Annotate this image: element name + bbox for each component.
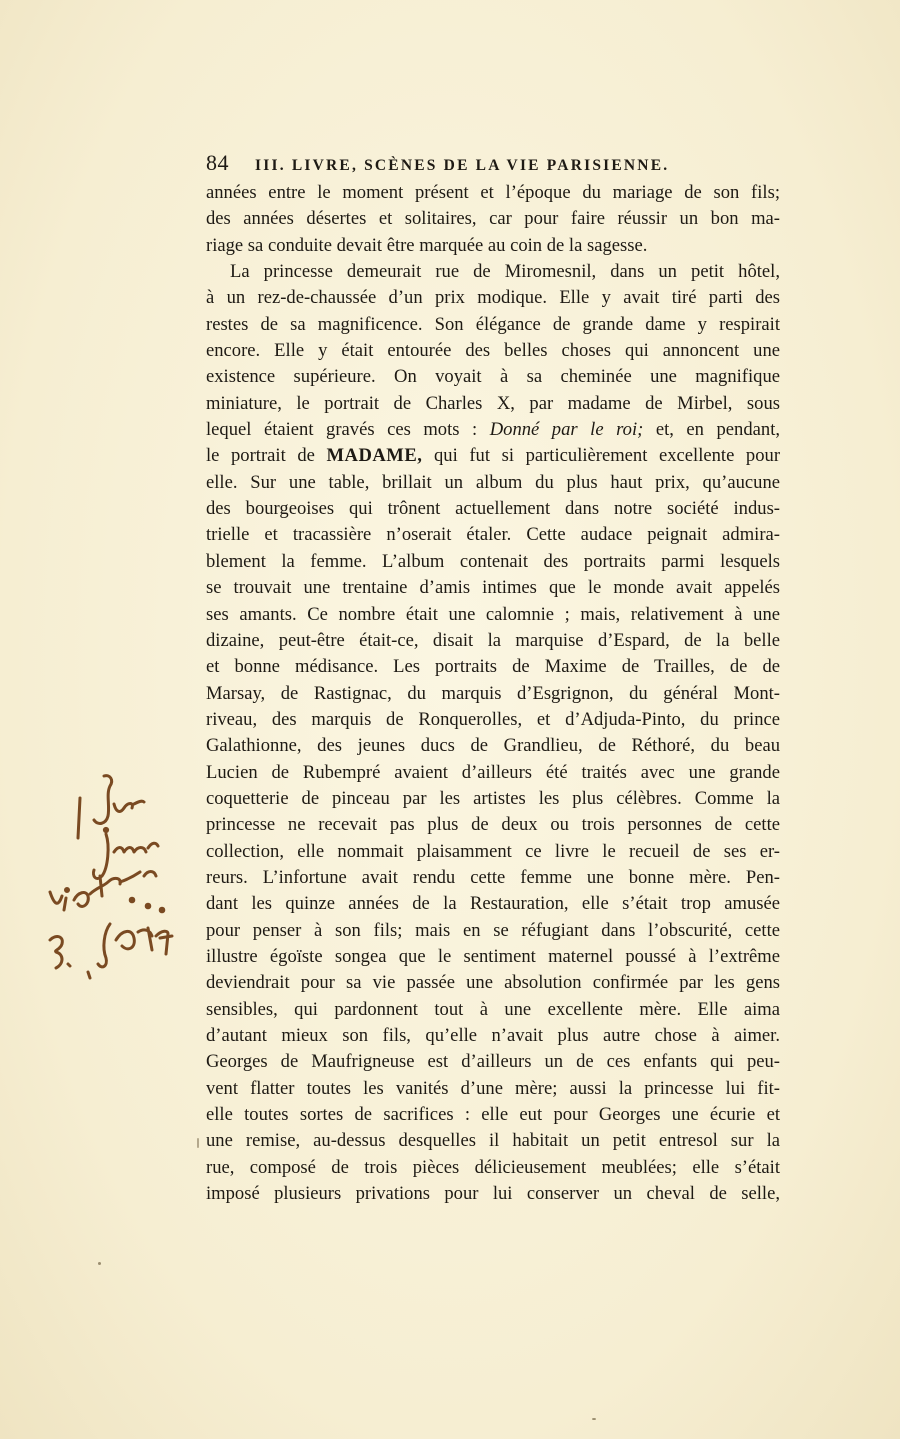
text-line: illustre égoïste songea que le sentiment maternel poussé à l’extrême: [206, 945, 780, 967]
text-line: blement la femme. L’album contenait des portraits parmi lesquels: [206, 550, 780, 572]
text-segment: lequel étaient gravés ces mots :: [206, 419, 478, 441]
text-line: des bourgeoises qui trônent actuellement dans notre société indus-: [206, 498, 780, 520]
text-line: et bonne médisance. Les portraits de Maxime de Trailles, de de: [206, 656, 780, 678]
text-line: Lucien de Rubempré avaient d’ailleurs été traités avec une grande: [206, 761, 780, 783]
paper-speck: [197, 1138, 199, 1148]
text-line: ses amants. Ce nombre était une calomnie ; mais, relativement à une: [206, 603, 780, 625]
text-line: existence supérieure. On voyait à sa cheminée une magnifique: [206, 366, 780, 388]
text-line: deviendrait pour sa vie passée une absolution confirmée par les gens: [206, 972, 780, 994]
text-line: vent flatter toutes les vanités d’une mère; aussi la princesse lui fit-: [206, 1077, 780, 1099]
page-header: [206, 150, 780, 180]
paper-speck: [592, 1418, 596, 1420]
text-line: d’autant mieux son fils, qu’elle n’avait plus autre chose à aimer.: [206, 1025, 780, 1046]
text-line: miniature, le portrait de Charles X, par madame de Mirbel, sous: [206, 392, 780, 414]
text-line: princesse ne recevait pas plus de deux ou trois personnes de cette: [206, 814, 780, 836]
text-line: imposé plusieurs privations pour lui conserver un cheval de selle,: [206, 1183, 780, 1205]
paper-speck: [98, 1262, 101, 1265]
text-line: Galathionne, des jeunes ducs de Grandlieu, de Réthoré, du beau: [206, 735, 780, 757]
text-line: elle. Sur une table, brillait un album du plus haut prix, qu’aucune: [206, 471, 780, 493]
text-line: dant les quinze années de la Restauration, elle s’était trop amusée: [206, 893, 780, 915]
text-line: sensibles, qui pardonnent tout à une excellente mère. Elle aima: [206, 998, 780, 1020]
text-line: dizaine, peut-être était-ce, disait la marquise d’Espard, de la belle: [206, 629, 780, 651]
text-segment: et, en pendant,: [655, 419, 780, 441]
handwriting-drawing: [44, 772, 194, 982]
body-text: [206, 180, 780, 1207]
page-number: 84: [206, 150, 229, 175]
text-line: trielle et tracassière n’oserait étaler. Cette audace peignait admira-: [206, 524, 780, 546]
text-line: riveau, des marquis de Ronquerolles, et d’Adjuda-Pinto, du prince: [206, 708, 780, 730]
text-line: Marsay, de Rastignac, du marquis d’Esgrignon, du général Mont-: [206, 682, 780, 704]
text-line: pour penser à son fils; mais en se réfugiant dans l’obscurité, cette: [206, 919, 780, 941]
text-line: coquetterie de pinceau par les artistes les plus célèbres. Comme la: [206, 787, 780, 809]
text-line: encore. Elle y était entourée des belles choses qui annoncent une: [206, 340, 780, 362]
text-line: Georges de Maufrigneuse est d’ailleurs un de ces enfants qui peu-: [206, 1051, 780, 1073]
small-caps-name: MADAME,: [326, 445, 423, 467]
text-line: reurs. L’infortune avait rendu cette femme une bonne mère. Pen-: [206, 866, 780, 888]
text-line: restes de sa magnificence. Son élégance de grande dame y respirait: [206, 313, 780, 335]
text-line: des années désertes et solitaires, car pour faire réussir un bon ma-: [206, 208, 780, 230]
italic-quote: Donné par le roi;: [489, 419, 644, 441]
text-segment: le portrait de: [206, 445, 315, 467]
text-segment: qui fut si particulièrement excellente pour: [434, 445, 780, 467]
handwritten-margin-note: [44, 772, 194, 982]
text-line-mixed: [206, 443, 780, 469]
text-line: années entre le moment présent et l’époque du mariage de son fils;: [206, 182, 780, 203]
text-line: La princesse demeurait rue de Miromesnil, dans un petit hôtel,: [230, 261, 780, 283]
text-line: elle toutes sortes de sacrifices : elle eut pour Georges une écurie et: [206, 1104, 780, 1126]
running-head: III. LIVRE, SCÈNES DE LA VIE PARISIENNE.: [255, 157, 670, 174]
text-line: riage sa conduite devait être marquée au coin de la sagesse.: [206, 234, 648, 256]
text-line: à un rez-de-chaussée d’un prix modique. Elle y avait tiré parti des: [206, 287, 780, 309]
text-line-mixed: [206, 417, 780, 443]
text-line: se trouvait une trentaine d’amis intimes que le monde avait appelés: [206, 577, 780, 599]
text-line: une remise, au-dessus desquelles il habitait un petit entresol sur la: [206, 1130, 780, 1152]
text-line: rue, composé de trois pièces délicieusement meublées; elle s’était: [206, 1156, 780, 1178]
text-line: collection, elle nommait plaisamment ce livre le recueil de ses er-: [206, 840, 780, 862]
